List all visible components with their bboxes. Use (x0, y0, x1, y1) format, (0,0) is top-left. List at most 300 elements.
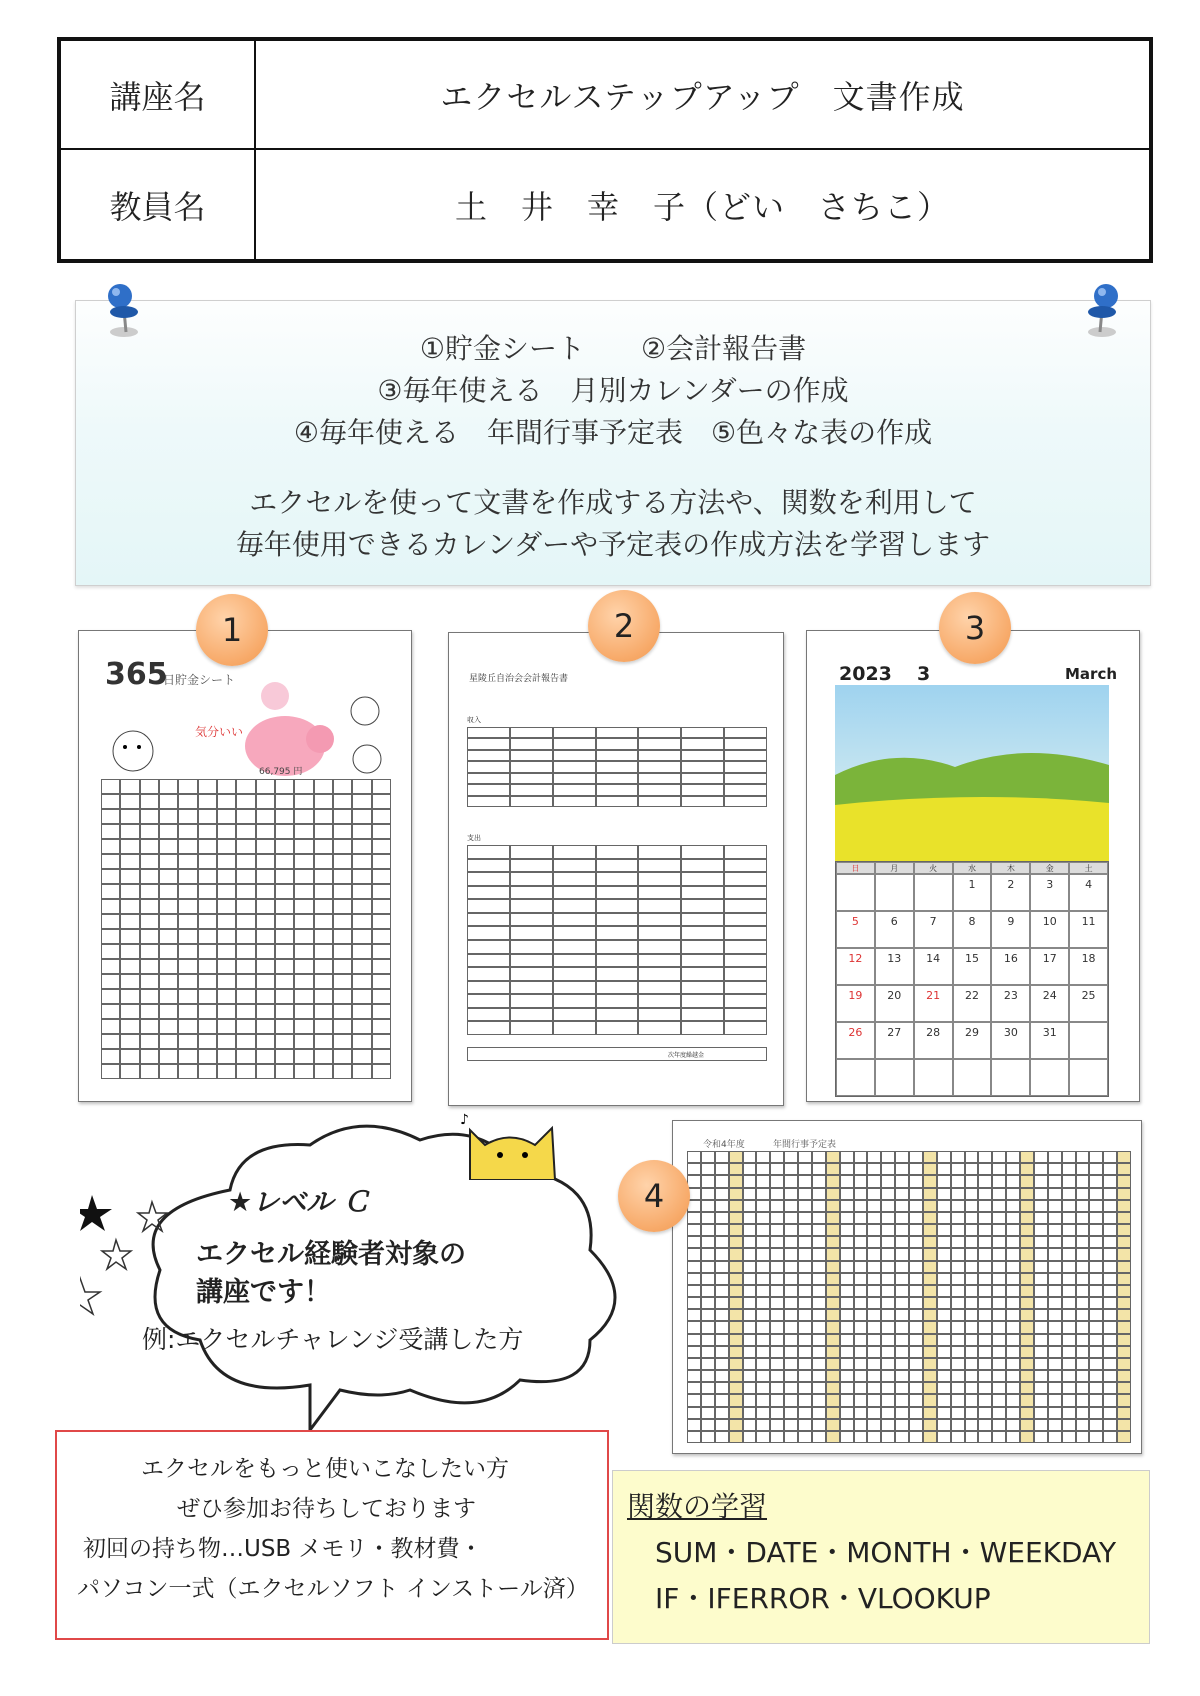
topics-line-1: ①貯金シート ②会計報告書 (419, 332, 807, 365)
savings-cell (256, 869, 275, 884)
table-cell (510, 954, 553, 968)
schedule-cell (743, 1188, 757, 1200)
example-text: 例:エクセルチャレンジ受講した方 (142, 1325, 524, 1354)
schedule-cell (1117, 1321, 1131, 1333)
schedule-cell (1062, 1188, 1076, 1200)
schedule-cell (826, 1151, 840, 1163)
schedule-cell (756, 1346, 770, 1358)
calendar-day-cell: 21 (914, 985, 953, 1022)
schedule-cell (743, 1346, 757, 1358)
schedule-cell (854, 1285, 868, 1297)
table-cell (467, 940, 510, 954)
schedule-cell (1076, 1151, 1090, 1163)
schedule-cell (826, 1309, 840, 1321)
schedule-cell (840, 1370, 854, 1382)
savings-cell (120, 929, 139, 944)
schedule-cell (854, 1346, 868, 1358)
savings-cell (217, 1049, 236, 1064)
savings-cell (101, 884, 120, 899)
schedule-cell (854, 1419, 868, 1431)
savings-cell (294, 1034, 313, 1049)
schedule-cell (840, 1188, 854, 1200)
schedule-cell (756, 1188, 770, 1200)
schedule-cell (867, 1248, 881, 1260)
savings-cell (198, 1064, 217, 1079)
schedule-cell (992, 1175, 1006, 1187)
schedule-cell (812, 1346, 826, 1358)
schedule-cell (923, 1151, 937, 1163)
schedule-cell (1062, 1419, 1076, 1431)
schedule-cell (867, 1358, 881, 1370)
schedule-cell (1020, 1200, 1034, 1212)
schedule-cell (784, 1248, 798, 1260)
savings-cell (256, 809, 275, 824)
calendar-day-cell: 2 (991, 874, 1030, 911)
schedule-cell (687, 1261, 701, 1273)
calendar-day-cell: 14 (914, 948, 953, 985)
schedule-cell (923, 1358, 937, 1370)
savings-cell (178, 794, 197, 809)
savings-cell (333, 1064, 352, 1079)
savings-cell (372, 854, 391, 869)
savings-cell (333, 899, 352, 914)
schedule-cell (992, 1321, 1006, 1333)
schedule-cell (867, 1334, 881, 1346)
income-table (467, 727, 767, 807)
schedule-cell (1006, 1212, 1020, 1224)
schedule-cell (909, 1334, 923, 1346)
savings-cell (159, 779, 178, 794)
schedule-cell (812, 1297, 826, 1309)
schedule-cell (1089, 1370, 1103, 1382)
schedule-cell (965, 1188, 979, 1200)
savings-cell (275, 1019, 294, 1034)
schedule-cell (1076, 1358, 1090, 1370)
table-cell (638, 981, 681, 995)
savings-cell (140, 779, 159, 794)
calendar-day-cell (953, 1059, 992, 1096)
schedule-cell (881, 1407, 895, 1419)
table-cell (638, 967, 681, 981)
savings-cell (352, 1064, 371, 1079)
schedule-cell (1117, 1163, 1131, 1175)
table-cell (638, 784, 681, 795)
schedule-cell (1103, 1419, 1117, 1431)
schedule-cell (895, 1212, 909, 1224)
schedule-cell (1034, 1188, 1048, 1200)
schedule-cell (840, 1382, 854, 1394)
table-cell (681, 872, 724, 886)
schedule-cell (965, 1309, 979, 1321)
schedule-cell (729, 1200, 743, 1212)
schedule-cell (1089, 1163, 1103, 1175)
schedule-cell (687, 1248, 701, 1260)
schedule-cell (756, 1394, 770, 1406)
savings-cell (120, 1049, 139, 1064)
savings-cell (256, 1034, 275, 1049)
schedule-cell (1020, 1188, 1034, 1200)
monthly-calendar-sample (806, 630, 1140, 1102)
schedule-cell (743, 1431, 757, 1443)
schedule-cell (826, 1370, 840, 1382)
schedule-cell (1117, 1188, 1131, 1200)
schedule-cell (1117, 1175, 1131, 1187)
table-cell (553, 1021, 596, 1035)
schedule-cell (1034, 1297, 1048, 1309)
schedule-cell (909, 1309, 923, 1321)
schedule-cell (937, 1188, 951, 1200)
pushpin-icon (1082, 280, 1126, 340)
savings-cell (294, 1004, 313, 1019)
schedule-cell (937, 1309, 951, 1321)
schedule-cell (701, 1394, 715, 1406)
table-cell (638, 738, 681, 749)
table-cell (638, 859, 681, 873)
schedule-cell (784, 1321, 798, 1333)
schedule-cell (743, 1358, 757, 1370)
table-cell (596, 940, 639, 954)
schedule-cell (965, 1297, 979, 1309)
schedule-cell (729, 1273, 743, 1285)
table-cell (467, 872, 510, 886)
schedule-cell (937, 1212, 951, 1224)
description-line-1: エクセルを使って文書を作成する方法や、関数を利用して (249, 486, 977, 519)
schedule-cell (923, 1382, 937, 1394)
schedule-cell (937, 1248, 951, 1260)
schedule-cell (1048, 1431, 1062, 1443)
savings-cell (294, 929, 313, 944)
calendar-day-cell: 20 (875, 985, 914, 1022)
schedule-cell (937, 1394, 951, 1406)
table-cell (596, 727, 639, 738)
schedule-cell (951, 1175, 965, 1187)
schedule-cell (826, 1224, 840, 1236)
calendar-grid (835, 861, 1109, 1097)
schedule-cell (743, 1309, 757, 1321)
savings-cell (198, 854, 217, 869)
schedule-cell (937, 1285, 951, 1297)
savings-cell (294, 1019, 313, 1034)
schedule-cell (687, 1163, 701, 1175)
schedule-cell (881, 1285, 895, 1297)
schedule-cell (1006, 1261, 1020, 1273)
table-cell (596, 954, 639, 968)
schedule-cell (770, 1382, 784, 1394)
schedule-cell (1076, 1261, 1090, 1273)
savings-cell (372, 884, 391, 899)
schedule-cell (701, 1419, 715, 1431)
table-cell (681, 738, 724, 749)
schedule-cell (812, 1261, 826, 1273)
schedule-cell (854, 1309, 868, 1321)
schedule-cell (978, 1248, 992, 1260)
schedule-cell (840, 1334, 854, 1346)
schedule-cell (895, 1346, 909, 1358)
table-cell (638, 913, 681, 927)
weekday-header: 水 (953, 862, 992, 874)
schedule-cell (909, 1419, 923, 1431)
schedule-cell (812, 1358, 826, 1370)
schedule-cell (1062, 1346, 1076, 1358)
schedule-cell (743, 1382, 757, 1394)
schedule-cell (992, 1248, 1006, 1260)
savings-cell (275, 779, 294, 794)
schedule-cell (784, 1334, 798, 1346)
schedule-cell (840, 1285, 854, 1297)
table-cell (724, 859, 767, 873)
savings-cell (333, 914, 352, 929)
schedule-cell (1089, 1188, 1103, 1200)
schedule-cell (812, 1407, 826, 1419)
schedule-cell (881, 1273, 895, 1285)
piggy-bank-illustration-icon (105, 681, 395, 791)
schedule-cell (951, 1321, 965, 1333)
schedule-cell (715, 1382, 729, 1394)
savings-cell (314, 914, 333, 929)
schedule-cell (1020, 1273, 1034, 1285)
savings-cell (333, 839, 352, 854)
calendar-day-cell (1069, 1059, 1108, 1096)
schedule-cell (937, 1382, 951, 1394)
table-cell (553, 784, 596, 795)
schedule-cell (770, 1200, 784, 1212)
table-cell (638, 761, 681, 772)
schedule-cell (701, 1297, 715, 1309)
calendar-day-cell (991, 1059, 1030, 1096)
schedule-cell (937, 1358, 951, 1370)
schedule-cell (729, 1297, 743, 1309)
schedule-cell (798, 1188, 812, 1200)
savings-cell (236, 839, 255, 854)
schedule-cell (867, 1188, 881, 1200)
schedule-cell (743, 1200, 757, 1212)
schedule-cell (1062, 1212, 1076, 1224)
schedule-cell (812, 1370, 826, 1382)
schedule-cell (923, 1163, 937, 1175)
savings-cell (120, 974, 139, 989)
schedule-cell (1076, 1236, 1090, 1248)
table-cell (724, 913, 767, 927)
schedule-cell (1020, 1431, 1034, 1443)
table-cell (510, 727, 553, 738)
savings-cell (120, 809, 139, 824)
schedule-cell (701, 1151, 715, 1163)
schedule-cell (937, 1236, 951, 1248)
schedule-cell (812, 1188, 826, 1200)
schedule-cell (1020, 1163, 1034, 1175)
schedule-cell (812, 1285, 826, 1297)
schedule-cell (1089, 1419, 1103, 1431)
level-text: ★レベル Ｃ (228, 1187, 370, 1218)
savings-cell (140, 854, 159, 869)
schedule-cell (978, 1382, 992, 1394)
schedule-cell (1103, 1297, 1117, 1309)
calendar-day-cell: 26 (836, 1022, 875, 1059)
schedule-cell (798, 1297, 812, 1309)
table-cell (724, 845, 767, 859)
schedule-cell (840, 1358, 854, 1370)
schedule-cell (951, 1151, 965, 1163)
calendar-day-cell: 24 (1030, 985, 1069, 1022)
savings-cell (352, 1019, 371, 1034)
table-cell (681, 981, 724, 995)
schedule-cell (743, 1224, 757, 1236)
schedule-cell (951, 1212, 965, 1224)
schedule-cell (978, 1236, 992, 1248)
savings-cell (275, 809, 294, 824)
savings-cell (101, 809, 120, 824)
schedule-cell (854, 1370, 868, 1382)
calendar-day-cell (1069, 1022, 1108, 1059)
table-cell (638, 886, 681, 900)
schedule-cell (937, 1224, 951, 1236)
schedule-cell (756, 1273, 770, 1285)
schedule-cell (812, 1309, 826, 1321)
calendar-day-cell: 12 (836, 948, 875, 985)
savings-cell (294, 794, 313, 809)
schedule-cell (756, 1321, 770, 1333)
schedule-cell (978, 1175, 992, 1187)
schedule-cell (729, 1407, 743, 1419)
schedule-cell (812, 1200, 826, 1212)
schedule-cell (1103, 1236, 1117, 1248)
savings-cell (217, 779, 236, 794)
schedule-cell (978, 1394, 992, 1406)
schedule-cell (1117, 1394, 1131, 1406)
schedule-cell (770, 1163, 784, 1175)
table-cell (724, 872, 767, 886)
schedule-cell (909, 1321, 923, 1333)
table-cell (638, 872, 681, 886)
schedule-cell (770, 1346, 784, 1358)
savings-cell (101, 794, 120, 809)
schedule-cell (881, 1212, 895, 1224)
schedule-cell (756, 1248, 770, 1260)
table-cell (467, 886, 510, 900)
savings-cell (198, 899, 217, 914)
schedule-cell (1048, 1151, 1062, 1163)
table-cell (467, 1008, 510, 1022)
savings-cell (236, 779, 255, 794)
savings-cell (314, 929, 333, 944)
schedule-cell (701, 1200, 715, 1212)
schedule-cell (1117, 1236, 1131, 1248)
savings-cell (275, 1004, 294, 1019)
schedule-cell (1062, 1297, 1076, 1309)
savings-cell (159, 914, 178, 929)
schedule-cell (978, 1188, 992, 1200)
schedule-cell (1034, 1175, 1048, 1187)
schedule-cell (1006, 1358, 1020, 1370)
schedule-cell (743, 1285, 757, 1297)
schedule-cell (756, 1419, 770, 1431)
schedule-cell (743, 1212, 757, 1224)
schedule-cell (1048, 1224, 1062, 1236)
schedule-cell (1089, 1394, 1103, 1406)
schedule-cell (1048, 1200, 1062, 1212)
schedule-cell (1034, 1236, 1048, 1248)
schedule-cell (756, 1309, 770, 1321)
schedule-cell (895, 1261, 909, 1273)
savings-cell (352, 794, 371, 809)
savings-cell (256, 854, 275, 869)
sheet2-expense-label: 支出 (467, 834, 481, 842)
schedule-cell (770, 1188, 784, 1200)
savings-cell (140, 914, 159, 929)
schedule-cell (812, 1212, 826, 1224)
schedule-cell (1034, 1358, 1048, 1370)
table-cell (553, 913, 596, 927)
schedule-cell (1103, 1394, 1117, 1406)
schedule-cell (881, 1346, 895, 1358)
schedule-cell (1006, 1431, 1020, 1443)
savings-cell (352, 869, 371, 884)
schedule-cell (978, 1224, 992, 1236)
savings-cell (275, 1034, 294, 1049)
savings-cell (372, 944, 391, 959)
schedule-cell (1034, 1285, 1048, 1297)
schedule-cell (881, 1248, 895, 1260)
savings-cell (159, 959, 178, 974)
schedule-cell (743, 1175, 757, 1187)
savings-cell (120, 884, 139, 899)
savings-cell (120, 944, 139, 959)
schedule-cell (951, 1334, 965, 1346)
schedule-cell (798, 1236, 812, 1248)
schedule-cell (770, 1261, 784, 1273)
schedule-cell (992, 1200, 1006, 1212)
savings-cell (140, 929, 159, 944)
schedule-cell (951, 1394, 965, 1406)
savings-cell (178, 854, 197, 869)
schedule-cell (867, 1175, 881, 1187)
schedule-cell (743, 1419, 757, 1431)
schedule-cell (1020, 1419, 1034, 1431)
expense-table (467, 845, 767, 1035)
savings-cell (178, 1004, 197, 1019)
schedule-cell (867, 1370, 881, 1382)
schedule-cell (1020, 1309, 1034, 1321)
schedule-cell (729, 1151, 743, 1163)
table-cell (724, 796, 767, 807)
schedule-cell (1062, 1224, 1076, 1236)
schedule-cell (881, 1334, 895, 1346)
schedule-cell (1062, 1236, 1076, 1248)
schedule-cell (923, 1188, 937, 1200)
schedule-cell (1089, 1358, 1103, 1370)
savings-cell (314, 794, 333, 809)
schedule-cell (1020, 1394, 1034, 1406)
schedule-cell (770, 1248, 784, 1260)
calendar-day-cell: 25 (1069, 985, 1108, 1022)
schedule-cell (743, 1407, 757, 1419)
schedule-cell (770, 1370, 784, 1382)
table-cell (724, 954, 767, 968)
savings-cell (352, 824, 371, 839)
schedule-cell (854, 1358, 868, 1370)
table-cell (596, 913, 639, 927)
schedule-cell (1076, 1370, 1090, 1382)
schedule-cell (770, 1224, 784, 1236)
savings-cell (120, 869, 139, 884)
savings-cell (217, 974, 236, 989)
savings-cell (372, 794, 391, 809)
savings-cell (101, 839, 120, 854)
savings-cell (101, 929, 120, 944)
schedule-cell (951, 1431, 965, 1443)
schedule-cell (1076, 1419, 1090, 1431)
table-cell (638, 994, 681, 1008)
